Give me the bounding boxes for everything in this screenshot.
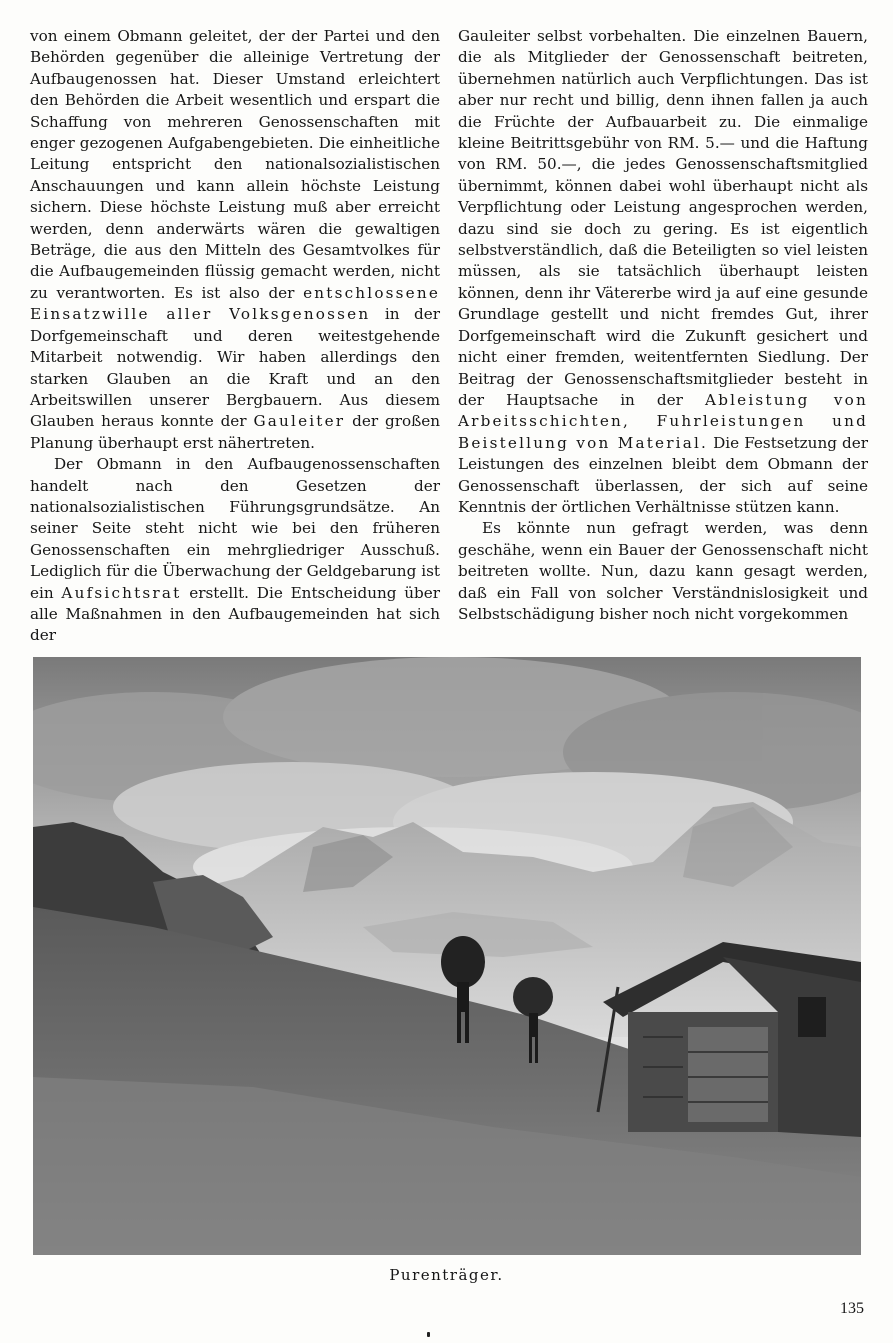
alpine-photo [33,657,861,1255]
left-p1-text-c: der großen Planung überhaupt erst nähertreten. [30,412,441,452]
right-column [458,26,868,625]
article-body [30,26,869,645]
left-p2-text-a: Der Obmann in den Aufbaugenossenschaften handelt nach den Gesetzen der nationalsozialistischen Führungsgrundsätze. An seiner Seite steht nicht wie bei den früheren Genossenschaften ein mehrgliedriger Ausschuß. Lediglich für die Überwachung der Geldgebarung ist ein [30,455,440,602]
photo-caption: Purenträger. [389,1266,504,1284]
left-p1-text-b: in der Dorfgemeinschaft und deren weitestgehende Mitarbeit notwendig. Wir haben allerdings den starken Glauben an die Kraft und an den Arbeitswillen unserer Bergbauern. Aus diesem Glauben heraus konnte der [30,305,441,431]
right-p1-text-a: Gauleiter selbst vorbehalten. Die einzelnen Bauern, die als Mitglieder der Genossenschaft beitreten, übernehmen natürlich auch Verpflichtungen. Das ist aber nur recht und billig, denn ihnen fallen ja auch die Früchte der Aufbauarbeit zu. Die einmalige kleine Beitrittsgebühr von RM. 5.— und die Haftung von RM. 50.—, die jedes Genossenschaftsmitglied übernimmt, können dabei wohl überhaupt nicht als Verpflichtung oder Leistung angesprochen werden, dazu sind sie doch zu gering. Es ist eigentlich selbstverständlich, daß die Beteiligten so viel leisten müssen, als sie tatsächlich überhaupt leisten können, denn ihr Vätererbe wird ja auf eine gesunde Grundlage gestellt und nicht fremdes Gut, ihrer Dorfgemeinschaft wird die Zukunft gesichert und nicht einer fremden, weitentfernten Siedlung. Der Beitrag der Genossenschaftsmitglieder besteht in der Hauptsache in der [458,27,868,409]
right-p1-emphasis: Ableistung von Arbeitsschichten, Fuhrleistungen und Beistellung von Material. [458,390,869,452]
photo-illustration [33,657,861,1255]
left-p2-emphasis: Aufsichtsrat [61,583,182,602]
left-p1-text-a: von einem Obmann geleitet, der der Partei und den Behörden gegenüber die alleinige Vertretung der Aufbaugenossen hat. Dieser Umstand erleichtert den Behörden die Arbeit wesentlich und erspart die Schaffung von mehreren Genossenschaften mit enger gezogenen Aufgabengebieten. Die einheitliche Leitung entspricht den nationalsozialistischen Anschauungen und kann allein höchste Leistung sichern. Diese höchste Leistung muß aber erreicht werden, denn anderwärts wären die gewaltigen Beträge, die aus den Mitteln des Gesamtvolkes für die Aufbaugemeinden flüssig gemacht werden, nicht zu verantworten. Es ist also der [30,27,440,302]
page-number: 135 [840,1300,864,1317]
right-p1-text-b: Die Festsetzung der Leistungen des einzelnen bleibt dem Obmann der Genossenschaft überlassen, der sich auf seine Kenntnis der örtlichen Verhältnisse stützen kann. [458,433,868,516]
left-column [30,26,440,647]
left-p1-emphasis-2: Gauleiter [253,412,346,431]
left-paragraph-1 [30,26,440,454]
right-paragraph-1 [458,26,868,518]
left-p2-text-b: erstellt. Die Entscheidung über alle Maßnahmen in den Aufbaugemeinden hat sich der [30,583,441,645]
right-p2-text: Es könnte nun gefragt werden, was denn geschähe, wenn ein Bauer der Genossenschaft nicht beitreten wollte. Nun, dazu kann gesagt werden, daß ein Fall von solcher Verständnislosigkeit und Selbstschädigung bisher noch nicht vorgekommen [458,519,868,623]
print-speck [427,1332,430,1337]
left-p1-emphasis: entschlossene Einsatzwille aller Volksgenossen [30,283,441,324]
left-paragraph-2 [30,454,440,647]
right-paragraph-2 [458,518,868,625]
